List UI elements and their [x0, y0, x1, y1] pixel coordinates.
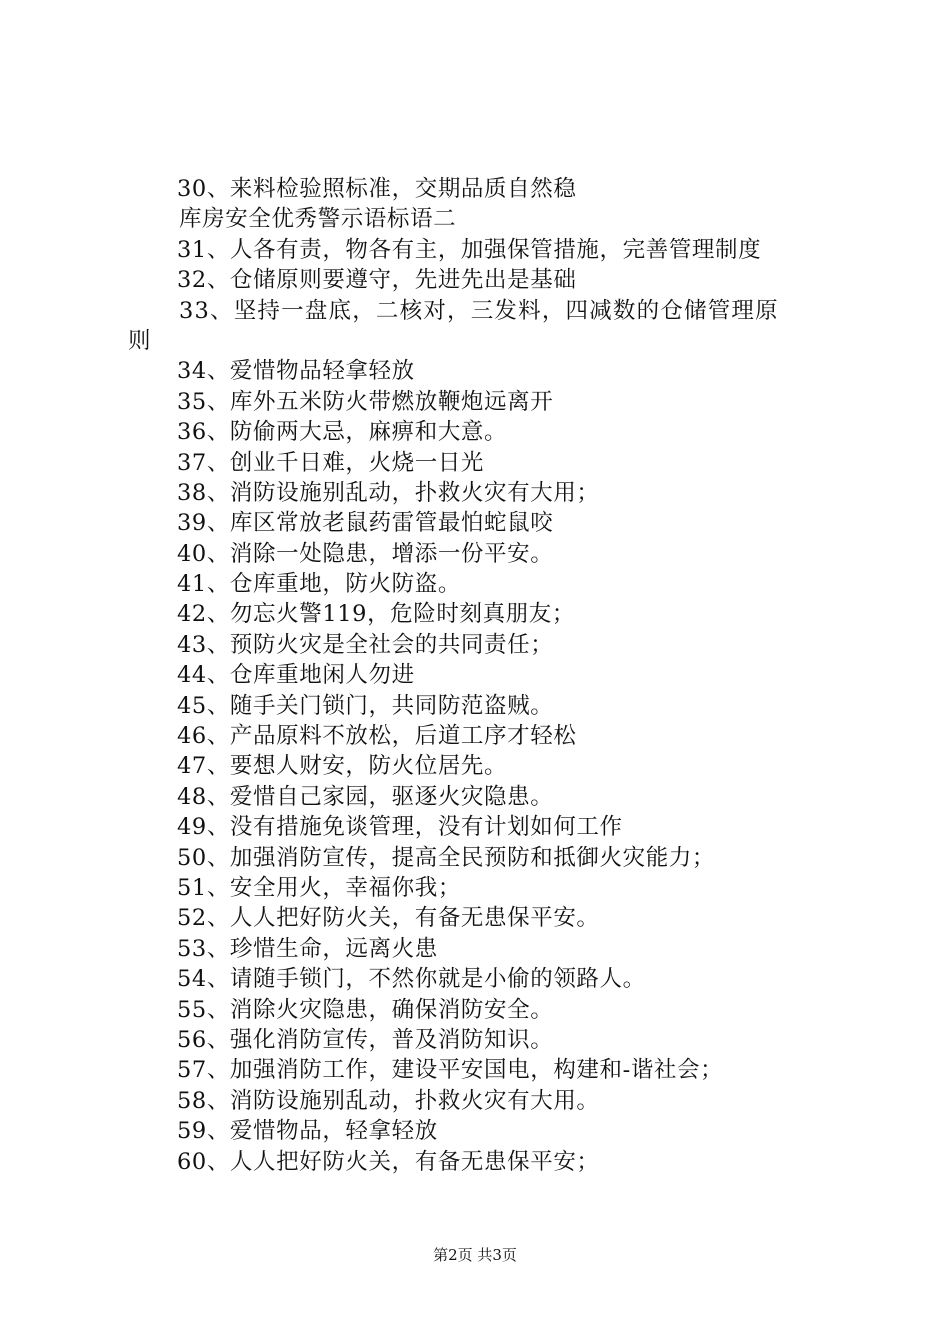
slogan-list — [0, 174, 950, 1177]
list-item: 49、没有措施免谈管理，没有计划如何工作 — [177, 814, 623, 841]
list-item: 36、防偷两大忌，麻痹和大意。 — [177, 419, 508, 446]
list-item: 54、请随手锁门，不然你就是小偷的领路人。 — [177, 966, 646, 993]
list-item: 31、人各有责，物各有主，加强保管措施，完善管理制度 — [177, 236, 762, 263]
list-item: 30、来料检验照标准，交期品质自然稳 — [177, 176, 577, 202]
list-item: 41、仓库重地，防火防盗。 — [177, 571, 461, 598]
list-item: 34、爱惜物品轻拿轻放 — [177, 358, 415, 385]
list-item: 60、人人把好防火关，有备无患保平安； — [177, 1148, 600, 1175]
list-item: 35、库外五米防火带燃放鞭炮远离开 — [177, 388, 554, 415]
list-item: 33、坚持一盘底，二核对，三发料，四减数的仓储管理原 — [179, 297, 779, 324]
page-footer: 第2页 共3页 — [433, 1246, 517, 1264]
list-item: 42、勿忘火警119，危险时刻真朋友； — [177, 601, 575, 628]
list-item: 32、仓储原则要遵守，先进先出是基础 — [177, 267, 577, 294]
list-item: 47、要想人财安，防火位居先。 — [177, 753, 508, 780]
section-heading: 库房安全优秀警示语标语二 — [179, 206, 457, 233]
list-item: 38、消防设施别乱动，扑救火灾有大用； — [177, 479, 600, 506]
list-item: 52、人人把好防火关，有备无患保平安。 — [177, 905, 600, 932]
list-item: 39、库区常放老鼠药雷管最怕蛇鼠咬 — [177, 510, 554, 537]
list-item: 51、安全用火，幸福你我； — [177, 874, 461, 901]
list-item: 55、消除火灾隐患，确保消防安全。 — [177, 996, 554, 1023]
list-item: 46、产品原料不放松，后道工序才轻松 — [177, 723, 577, 750]
list-item-continuation: 则 — [128, 327, 152, 354]
list-item: 43、预防火灾是全社会的共同责任； — [177, 631, 554, 658]
list-item: 59、爱惜物品，轻拿轻放 — [177, 1118, 438, 1145]
list-item: 48、爱惜自己家园，驱逐火灾隐患。 — [177, 783, 554, 810]
list-item: 50、加强消防宣传，提高全民预防和抵御火灾能力； — [177, 844, 716, 871]
list-item: 57、加强消防工作，建设平安国电，构建和-谐社会； — [177, 1057, 724, 1084]
list-item: 58、消防设施别乱动，扑救火灾有大用。 — [177, 1087, 600, 1114]
list-item: 37、创业千日难，火烧一日光 — [177, 449, 485, 476]
list-item: 44、仓库重地闲人勿进 — [177, 662, 415, 689]
list-item: 45、随手关门锁门，共同防范盗贼。 — [177, 692, 554, 719]
list-item: 53、珍惜生命，远离火患 — [177, 935, 438, 962]
list-item: 56、强化消防宣传，普及消防知识。 — [177, 1026, 554, 1053]
list-item: 40、消除一处隐患，增添一份平安。 — [177, 540, 554, 567]
